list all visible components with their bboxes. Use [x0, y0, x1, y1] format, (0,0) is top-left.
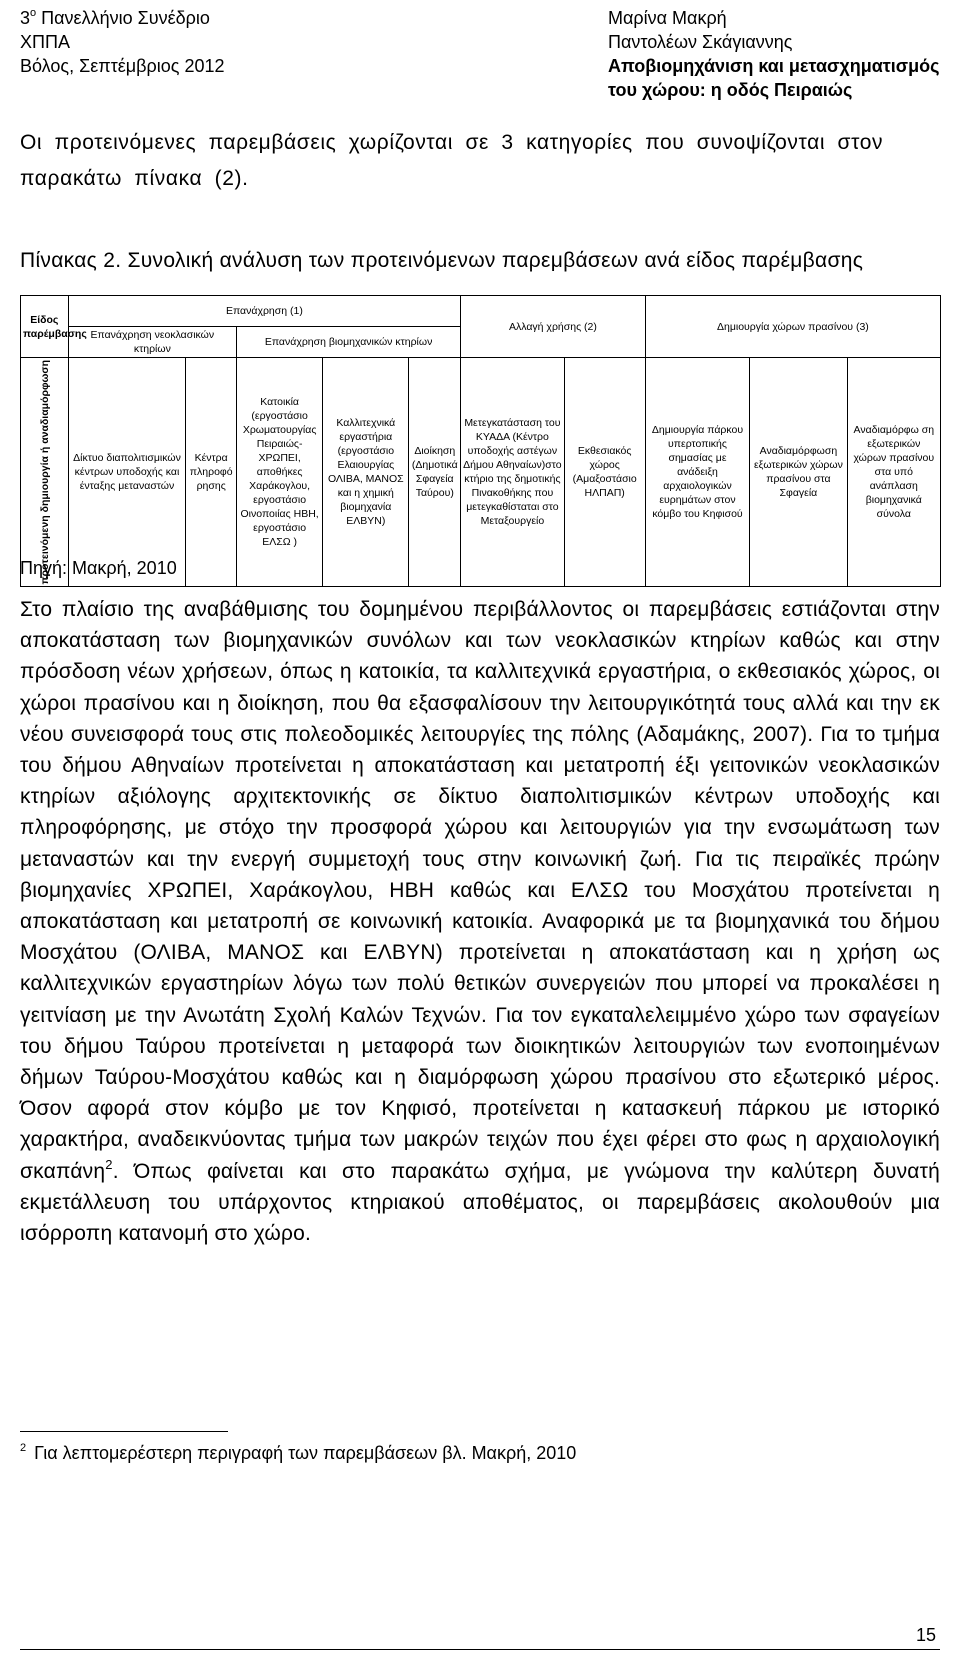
table-row-header-bottom: προτεινόμενη δημιουργία ή αναδιαμόρφωση [21, 358, 69, 587]
conference-line [20, 6, 225, 30]
footnote [20, 1440, 576, 1466]
table-cell: Δημιουργία πάρκου υπερτοπικής σημασίας με ανάδειξη αρχαιολογικών ευρημάτων στον κόμβο του Κηφισού [645, 358, 749, 587]
interventions-table [20, 295, 941, 587]
body-text-part-2: . Όπως φαίνεται και στο παρακάτω σχήμα, με γνώμονα την καλύτερη δυνατή εκμετάλλευση του υπάρχοντος κτηριακού αποθέματος, οι παρεμβάσεις ακολουθούν μια ισόρροπη κατανομή στο χώρο. [20, 1159, 940, 1246]
body-text-part-1: Στο πλαίσιο της αναβάθμισης του δομημένου περιβάλλοντος οι παρεμβάσεις εστιάζονται στην αποκατάσταση των βιομηχανικών συνόλων και των νεοκλασικών κτηρίων καθώς και στην πρόσδοση νέων χρήσεων, όπως η κατοικία, τα καλλιτεχνικά εργαστήρια, ο εκθεσιακός χώρος, οι χώροι πρασίνου και η διοίκηση, που θα εξασφαλίσουν την λειτουργικότητά τους αλλά και την εκ νέου συνεισφορά τους στις πολεοδομικές λειτουργίες της πόλης (Αδαμάκης, 2007). Για το τμήμα του δήμου Αθηναίων προτείνεται η αποκατάσταση και μετατροπή έξι γειτονικών νεοκλασικών κτηρίων αξιόλογης αρχιτεκτονικής σε δίκτυο διαπολιτισμικών κέντρων υποδοχής και πληροφόρησης, με στόχο την προσφορά χώρου και λειτουργιών για την ενσωμάτωση των μεταναστών και την ενεργή συμμετοχή τους στην κοινωνική ζωή. Για τις πειραϊκές πρώην βιομηχανίες ΧΡΩΠΕΙ, Χαράκογλου, ΗΒΗ καθώς και ΕΛΣΩ του Μοσχάτου προτείνεται η αποκατάσταση και μετατροπή σε κοινωνική κατοικία. Αναφορικά με τα βιομηχανικά του δήμου Μοσχάτου (ΟΛΙΒΑ, ΜΑΝΟΣ και ΕΛΒΥΝ) προτείνεται η αποκατάσταση και η χρήση ως καλλιτεχνικών εργαστηρίων λόγω των πολύ θετικών συνεργειών που μπορεί να προκαλέσει η γειτνίαση με την Ανωτάτη Σχολή Καλών Τεχνών. Για τον εγκαταλελειμμένο χώρο των σφαγείων του δήμου Ταύρου προτείνεται η μεταφορά των διοικητικών λειτουργιών των ενοποιημένων δήμων Ταύρου-Μοσχάτου καθώς και η διαμόρφωση χώρου πρασίνου στο εξωτερικό μέρος. Όσον αφορά στον κόμβο με τον Κηφισό, προτείνεται η κατασκευή πάρκου με ιστορικό χαρακτήρα, αναδεικνύοντας τμήμα των μακρών τειχών που έχει φέρει στο φως η αρχαιολογική σκαπάνη [20, 598, 940, 1183]
header-left [20, 6, 225, 78]
author-1: Μαρίνα Μακρή [608, 8, 727, 28]
table-header-reuse: Επανάχρηση (1) [68, 296, 461, 327]
table-cell: Κατοικία (εργοστάσιο Χρωματουργίας Πειραιώς- ΧΡΩΠΕΙ, αποθήκες Χαράκογλου, εργοστάσιο Οινοποιίας ΗΒΗ, εργοστάσιο ΕΛΣΩ ) [237, 358, 323, 587]
paper-title-line-2: του χώρου: η οδός Πειραιώς [608, 80, 853, 100]
conference-place-date: Βόλος, Σεπτέμβριος 2012 [20, 56, 225, 76]
footnote-marker: 2 [20, 1442, 27, 1454]
table-cell: Εκθεσιακός χώρος (Αμαξοστάσιο ΗΛΠΑΠ) [564, 358, 645, 587]
footnote-reference[interactable]: 2 [105, 1156, 113, 1172]
author-2: Παντολέων Σκάγιαννης [608, 32, 793, 52]
table-body-row [21, 358, 941, 587]
table-cell: Διοίκηση (Δημοτικά Σφαγεία Ταύρου) [409, 358, 461, 587]
table-row-header-top: Είδος παρέμβασης [21, 296, 69, 358]
table-cell: Καλλιτεχνικά εργαστήρια (εργοστάσιο Ελαιουργίας ΟΛΙΒΑ, ΜΑΝΟΣ και η χημική βιομηχανία ΕΛΒΥΝ) [323, 358, 409, 587]
body-paragraph [20, 594, 940, 1249]
table-header-row-1 [21, 296, 941, 327]
conference-number: 3 [20, 8, 31, 28]
conference-ordinal: ο [30, 7, 37, 19]
table-caption: Πίνακας 2. Συνολική ανάλυση των προτεινόμενων παρεμβάσεων ανά είδος παρέμβασης [20, 249, 864, 272]
table-cell: Αναδιαμόρφω ση εξωτερικών χώρων πρασίνου στα υπό ανάπλαση βιομηχανικά σύνολα [847, 358, 940, 587]
table-cell: Μετεγκατάσταση του ΚΥΑΔΑ (Κέντρο υποδοχής αστέγων Δήμου Αθηναίων)στο κτήριο της δημοτικής Πινακοθήκης που μετεγκαθίσταται στο Μεταξουργείο [461, 358, 564, 587]
footnote-divider [20, 1431, 228, 1432]
table-header-reuse-industrial: Επανάχρηση βιομηχανικών κτηρίων [237, 327, 461, 358]
table-cell: Δίκτυο διαπολιτισμικών κέντρων υποδοχής και ένταξης μεταναστών [68, 358, 186, 587]
header-right [608, 6, 940, 102]
intro-paragraph: Οι προτεινόμενες παρεμβάσεις χωρίζονται σε 3 κατηγορίες που συνοψίζονται στον παρακάτω πίνακα (2). [20, 131, 884, 190]
table-cell: Αναδιαμόρφωση εξωτερικών χώρων πρασίνου στα Σφαγεία [750, 358, 847, 587]
table-header-change-use: Αλλαγή χρήσης (2) [461, 296, 646, 358]
table-header-reuse-neoclassical: Επανάχρηση νεοκλασικών κτηρίων [68, 327, 236, 358]
conference-org: ΧΠΠΑ [20, 32, 71, 52]
page-number: 15 [915, 1625, 936, 1645]
conference-name: Πανελλήνιο Συνέδριο [36, 8, 210, 28]
table-cell: Κέντρα πληροφό ρησης [186, 358, 237, 587]
table-source: Πηγή: Μακρή, 2010 [20, 558, 177, 578]
paper-title-line-1: Αποβιομηχάνιση και μετασχηματισμός [608, 56, 940, 76]
footnote-text: Για λεπτομερέστερη περιγραφή των παρεμβάσεων βλ. Μακρή, 2010 [34, 1443, 577, 1463]
page-bottom-divider [20, 1649, 940, 1650]
table-header-green-space: Δημιουργία χώρων πρασίνου (3) [645, 296, 940, 358]
